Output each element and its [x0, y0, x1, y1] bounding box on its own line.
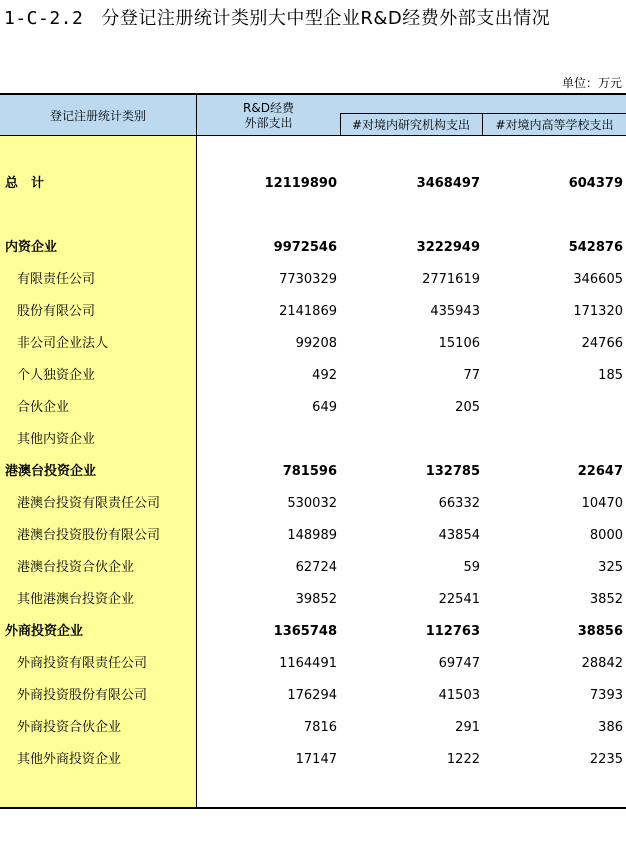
table-row: [0, 456, 626, 488]
university-value: 24766: [581, 336, 623, 351]
header-universities: #对境内高等学校支出: [495, 118, 614, 132]
university-value: 604379: [568, 176, 623, 191]
row-label: 港澳台投资股份有限公司: [17, 528, 161, 543]
university-value: 38856: [577, 624, 623, 639]
header-research-institutes: #对境内研究机构支出: [351, 118, 471, 132]
university-value: 28842: [581, 656, 623, 671]
university-value: 171320: [573, 304, 623, 319]
university-value: 386: [598, 720, 623, 735]
unit-label: 单位：万元: [561, 76, 622, 90]
rd-external-expenditure-value: 148989: [287, 528, 337, 543]
research-institute-value: 15106: [438, 336, 480, 351]
row-label: 个人独资企业: [17, 368, 96, 383]
rd-external-expenditure-value: 530032: [287, 496, 337, 511]
research-institute-value: 3468497: [416, 176, 480, 191]
research-institute-value: 112763: [425, 624, 480, 639]
research-institute-value: 291: [455, 720, 480, 735]
table-row: [0, 712, 626, 744]
row-label: 其他港澳台投资企业: [17, 592, 135, 607]
table-row: [0, 488, 626, 520]
page-title: [4, 6, 550, 32]
table-row: [0, 680, 626, 712]
row-label: 外商投资合伙企业: [17, 720, 122, 735]
rd-external-expenditure-value: 17147: [295, 752, 337, 767]
university-value: 8000: [589, 528, 623, 543]
row-label: 其他外商投资企业: [17, 752, 122, 767]
header-category: 登记注册统计类别: [49, 108, 146, 123]
table-bottom-rule: [0, 807, 626, 809]
university-value: [483, 424, 623, 456]
header-total-line1: R&D经费: [243, 101, 294, 115]
research-institute-value: [340, 424, 480, 456]
row-label: 总 计: [5, 176, 45, 191]
table-title: 分登记注册统计类别大中型企业R&D经费外部支出情况: [101, 8, 551, 29]
research-institute-value: 41503: [438, 688, 480, 703]
rd-external-expenditure-value: 9972546: [273, 240, 337, 255]
rd-external-expenditure-value: [197, 424, 337, 456]
university-value: 10470: [581, 496, 623, 511]
header-total: [197, 96, 340, 136]
research-institute-value: 205: [455, 400, 480, 415]
table-code: 1-C-2.2: [4, 8, 84, 29]
rd-external-expenditure-value: 39852: [295, 592, 337, 607]
research-institute-value: 77: [463, 368, 480, 383]
row-label: 内资企业: [5, 240, 58, 255]
table-row: [0, 360, 626, 392]
research-institute-value: 1222: [446, 752, 480, 767]
rd-external-expenditure-value: 2141869: [279, 304, 337, 319]
research-institute-value: 69747: [438, 656, 480, 671]
university-value: 2235: [589, 752, 623, 767]
rd-external-expenditure-value: 649: [312, 400, 337, 415]
university-value: 7393: [589, 688, 623, 703]
table-row: [0, 552, 626, 584]
rd-external-expenditure-value: 176294: [287, 688, 337, 703]
row-label: 非公司企业法人: [17, 336, 109, 351]
rd-external-expenditure-value: 781596: [282, 464, 337, 479]
table-row: [0, 168, 626, 200]
university-value: 325: [598, 560, 623, 575]
row-label: 合伙企业: [17, 400, 70, 415]
university-value: 22647: [577, 464, 623, 479]
table-row: [0, 392, 626, 424]
research-institute-value: 22541: [438, 592, 480, 607]
row-label: 外商投资企业: [5, 624, 84, 639]
research-institute-value: 435943: [430, 304, 480, 319]
university-value: [483, 392, 623, 424]
university-value: 346605: [573, 272, 623, 287]
rd-external-expenditure-value: 99208: [295, 336, 337, 351]
research-institute-value: 2771619: [422, 272, 480, 287]
row-label: 外商投资有限责任公司: [17, 656, 148, 671]
rd-external-expenditure-value: 1365748: [273, 624, 337, 639]
rd-external-expenditure-value: 12119890: [264, 176, 337, 191]
rd-external-expenditure-value: 492: [312, 368, 337, 383]
university-value: 185: [598, 368, 623, 383]
table-row: [0, 296, 626, 328]
research-institute-value: 43854: [438, 528, 480, 543]
university-value: 3852: [589, 592, 623, 607]
rd-external-expenditure-value: 7730329: [279, 272, 337, 287]
table-row: [0, 616, 626, 648]
table-row: [0, 328, 626, 360]
row-label: 其他内资企业: [17, 432, 96, 447]
table-row: [0, 264, 626, 296]
research-institute-value: 59: [463, 560, 480, 575]
table-row: [0, 424, 626, 456]
rd-external-expenditure-value: 62724: [295, 560, 337, 575]
research-institute-value: 3222949: [416, 240, 480, 255]
row-label: 港澳台投资企业: [5, 464, 97, 479]
row-label: 有限责任公司: [17, 272, 96, 287]
rd-external-expenditure-value: 7816: [303, 720, 337, 735]
table-row: [0, 520, 626, 552]
rd-external-expenditure-value: 1164491: [279, 656, 337, 671]
research-institute-value: 132785: [425, 464, 480, 479]
research-institute-value: 66332: [438, 496, 480, 511]
table-row: [0, 744, 626, 776]
row-label: 港澳台投资有限责任公司: [17, 496, 161, 511]
table-row: [0, 648, 626, 680]
row-label: 外商投资股份有限公司: [17, 688, 148, 703]
table-row: [0, 232, 626, 264]
table-row: [0, 584, 626, 616]
row-label: 股份有限公司: [17, 304, 96, 319]
header-total-line2: 外部支出: [244, 116, 293, 130]
row-label: 港澳台投资合伙企业: [17, 560, 135, 575]
university-value: 542876: [568, 240, 623, 255]
